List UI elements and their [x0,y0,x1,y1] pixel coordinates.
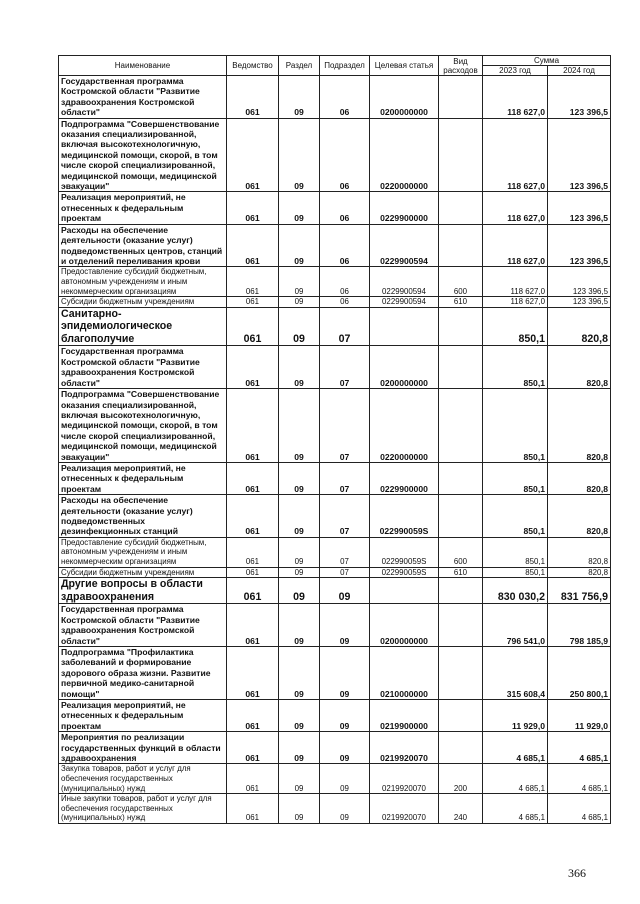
row-type-cell [439,646,483,699]
budget-table [58,55,611,824]
header-subsection: Подраздел [320,56,370,76]
row-2024-cell: 820,8 [548,537,611,567]
row-type-cell: 600 [439,537,483,567]
row-name-cell: Подпрограмма "Профилактика заболеваний и формирование здорового образа жизни. Развитие первичной медико-санитарной помощи" [59,646,227,699]
budget-table-sheet [58,55,610,824]
row-target-cell: 0229900594 [370,297,439,308]
row-name-cell: Реализация мероприятий, не отнесенных к федеральным проектам [59,192,227,224]
row-target-cell: 0219920070 [370,764,439,794]
row-type-cell [439,224,483,267]
row-type-cell [439,462,483,494]
row-2023-cell: 796 541,0 [483,604,548,647]
row-subsection-cell: 07 [320,537,370,567]
table-row [59,307,611,346]
row-type-cell [439,604,483,647]
row-ministry-cell: 061 [227,732,279,764]
row-2024-cell: 820,8 [548,567,611,578]
row-target-cell [370,578,439,604]
row-section-cell: 09 [279,578,320,604]
row-ministry-cell: 061 [227,700,279,732]
row-2024-cell: 820,8 [548,389,611,463]
header-year-2023: 2023 год [483,66,548,76]
table-row [59,389,611,463]
row-section-cell: 09 [279,76,320,119]
table-row [59,794,611,824]
row-2024-cell: 4 685,1 [548,794,611,824]
row-subsection-cell: 09 [320,764,370,794]
row-section-cell: 09 [279,224,320,267]
table-row [59,346,611,389]
row-subsection-cell: 07 [320,462,370,494]
row-target-cell: 0219900000 [370,700,439,732]
row-section-cell: 09 [279,700,320,732]
row-target-cell: 022990059S [370,495,439,538]
row-ministry-cell: 061 [227,764,279,794]
header-ministry: Ведомство [227,56,279,76]
row-section-cell: 09 [279,794,320,824]
table-row [59,76,611,119]
row-2023-cell: 850,1 [483,307,548,346]
row-2023-cell: 118 627,0 [483,76,548,119]
row-ministry-cell: 061 [227,537,279,567]
row-target-cell: 0220000000 [370,118,439,192]
row-section-cell: 09 [279,346,320,389]
row-name-cell: Предоставление субсидий бюджетным, автономным учреждениям и иным некоммерческим организациям [59,267,227,297]
row-2024-cell: 123 396,5 [548,76,611,119]
row-name-cell: Расходы на обеспечение деятельности (оказание услуг) подведомственных дезинфекционных станций [59,495,227,538]
row-2023-cell: 850,1 [483,537,548,567]
row-name-cell: Подпрограмма "Совершенствование оказания специализированной, включая высокотехнологичную, медицинской помощи, скорой, в том числе скорой специализированной, медицинской помощи, медицинской эвакуации" [59,389,227,463]
row-subsection-cell: 06 [320,297,370,308]
row-subsection-cell: 06 [320,267,370,297]
row-2023-cell: 11 929,0 [483,700,548,732]
row-target-cell: 0200000000 [370,346,439,389]
row-2023-cell: 4 685,1 [483,732,548,764]
row-target-cell: 0229900594 [370,224,439,267]
table-row [59,267,611,297]
row-subsection-cell: 07 [320,567,370,578]
row-type-cell [439,578,483,604]
row-2023-cell: 4 685,1 [483,764,548,794]
row-section-cell: 09 [279,567,320,578]
row-section-cell: 09 [279,267,320,297]
row-section-cell: 09 [279,537,320,567]
row-2024-cell: 123 396,5 [548,224,611,267]
table-row [59,224,611,267]
row-type-cell: 600 [439,267,483,297]
row-ministry-cell: 061 [227,578,279,604]
row-2024-cell: 11 929,0 [548,700,611,732]
row-2024-cell: 831 756,9 [548,578,611,604]
row-2024-cell: 123 396,5 [548,267,611,297]
row-name-cell: Субсидии бюджетным учреждениям [59,567,227,578]
table-row [59,297,611,308]
row-subsection-cell: 09 [320,700,370,732]
row-target-cell: 0219920070 [370,732,439,764]
row-target-cell: 0229900594 [370,267,439,297]
row-type-cell [439,192,483,224]
row-2024-cell: 123 396,5 [548,118,611,192]
row-ministry-cell: 061 [227,346,279,389]
row-name-cell: Государственная программа Костромской области "Развитие здравоохранения Костромской области" [59,76,227,119]
row-2023-cell: 118 627,0 [483,118,548,192]
page-number: 366 [568,866,586,880]
row-target-cell [370,307,439,346]
row-2024-cell: 123 396,5 [548,192,611,224]
row-name-cell: Другие вопросы в области здравоохранения [59,578,227,604]
row-2023-cell: 850,1 [483,495,548,538]
header-year-2024: 2024 год [548,66,611,76]
row-ministry-cell: 061 [227,224,279,267]
table-row [59,462,611,494]
row-type-cell [439,76,483,119]
row-ministry-cell: 061 [227,76,279,119]
header-section: Раздел [279,56,320,76]
row-target-cell: 0200000000 [370,76,439,119]
row-subsection-cell: 09 [320,578,370,604]
row-ministry-cell: 061 [227,267,279,297]
row-target-cell: 0210000000 [370,646,439,699]
row-type-cell: 610 [439,567,483,578]
header-name: Наименование [59,56,227,76]
row-ministry-cell: 061 [227,495,279,538]
row-ministry-cell: 061 [227,192,279,224]
row-type-cell: 200 [439,764,483,794]
row-2023-cell: 830 030,2 [483,578,548,604]
row-ministry-cell: 061 [227,297,279,308]
row-name-cell: Реализация мероприятий, не отнесенных к федеральным проектам [59,462,227,494]
row-2024-cell: 4 685,1 [548,732,611,764]
row-ministry-cell: 061 [227,567,279,578]
row-2023-cell: 850,1 [483,389,548,463]
row-2023-cell: 118 627,0 [483,297,548,308]
row-subsection-cell: 09 [320,646,370,699]
row-name-cell: Закупка товаров, работ и услуг для обеспечения государственных (муниципальных) нужд [59,764,227,794]
row-type-cell [439,389,483,463]
row-section-cell: 09 [279,495,320,538]
row-target-cell: 0219920070 [370,794,439,824]
table-row [59,567,611,578]
row-2024-cell: 820,8 [548,495,611,538]
row-name-cell: Расходы на обеспечение деятельности (оказание услуг) подведомственных центров, станций и отделений переливания крови [59,224,227,267]
table-row [59,192,611,224]
row-2023-cell: 118 627,0 [483,192,548,224]
row-subsection-cell: 06 [320,224,370,267]
row-ministry-cell: 061 [227,307,279,346]
row-ministry-cell: 061 [227,118,279,192]
row-target-cell: 022990059S [370,537,439,567]
table-row [59,118,611,192]
row-ministry-cell: 061 [227,794,279,824]
row-subsection-cell: 06 [320,192,370,224]
table-row [59,495,611,538]
row-2023-cell: 850,1 [483,567,548,578]
row-section-cell: 09 [279,732,320,764]
row-2024-cell: 250 800,1 [548,646,611,699]
row-subsection-cell: 07 [320,307,370,346]
row-name-cell: Государственная программа Костромской области "Развитие здравоохранения Костромской области" [59,346,227,389]
row-section-cell: 09 [279,307,320,346]
row-target-cell: 0200000000 [370,604,439,647]
row-subsection-cell: 07 [320,389,370,463]
row-name-cell: Иные закупки товаров, работ и услуг для обеспечения государственных (муниципальных) нужд [59,794,227,824]
row-section-cell: 09 [279,389,320,463]
row-ministry-cell: 061 [227,646,279,699]
row-name-cell: Субсидии бюджетным учреждениям [59,297,227,308]
table-row [59,700,611,732]
header-target: Целевая статья [370,56,439,76]
row-2023-cell: 118 627,0 [483,224,548,267]
row-section-cell: 09 [279,646,320,699]
table-row [59,604,611,647]
row-target-cell: 0229900000 [370,192,439,224]
table-row [59,764,611,794]
row-2024-cell: 820,8 [548,346,611,389]
row-type-cell: 240 [439,794,483,824]
row-type-cell [439,307,483,346]
row-2024-cell: 4 685,1 [548,764,611,794]
row-ministry-cell: 061 [227,389,279,463]
row-section-cell: 09 [279,118,320,192]
header-type: Вид расходов [439,56,483,76]
row-2023-cell: 118 627,0 [483,267,548,297]
row-name-cell: Мероприятия по реализации государственных функций в области здравоохранения [59,732,227,764]
row-target-cell: 0229900000 [370,462,439,494]
row-subsection-cell: 09 [320,604,370,647]
table-row [59,646,611,699]
row-type-cell [439,495,483,538]
row-ministry-cell: 061 [227,462,279,494]
row-target-cell: 0220000000 [370,389,439,463]
row-subsection-cell: 07 [320,495,370,538]
row-subsection-cell: 09 [320,732,370,764]
table-body [59,76,611,824]
row-name-cell: Реализация мероприятий, не отнесенных к федеральным проектам [59,700,227,732]
row-name-cell: Подпрограмма "Совершенствование оказания специализированной, включая высокотехнологичную, медицинской помощи, скорой, в том числе скорой специализированной, медицинской помощи, медицинской эвакуации" [59,118,227,192]
row-section-cell: 09 [279,462,320,494]
row-type-cell [439,118,483,192]
row-section-cell: 09 [279,192,320,224]
row-2023-cell: 315 608,4 [483,646,548,699]
row-section-cell: 09 [279,764,320,794]
row-name-cell: Предоставление субсидий бюджетным, автономным учреждениям и иным некоммерческим организациям [59,537,227,567]
row-type-cell [439,732,483,764]
table-row [59,578,611,604]
row-2023-cell: 4 685,1 [483,794,548,824]
row-ministry-cell: 061 [227,604,279,647]
row-type-cell [439,346,483,389]
row-target-cell: 022990059S [370,567,439,578]
row-2024-cell: 820,8 [548,462,611,494]
row-2024-cell: 820,8 [548,307,611,346]
row-2023-cell: 850,1 [483,462,548,494]
header-sum: Сумма [483,56,611,66]
row-subsection-cell: 07 [320,346,370,389]
row-2024-cell: 123 396,5 [548,297,611,308]
row-subsection-cell: 09 [320,794,370,824]
row-subsection-cell: 06 [320,76,370,119]
row-2023-cell: 850,1 [483,346,548,389]
row-section-cell: 09 [279,297,320,308]
row-name-cell: Санитарно-эпидемиологическое благополучие [59,307,227,346]
row-subsection-cell: 06 [320,118,370,192]
row-section-cell: 09 [279,604,320,647]
row-type-cell: 610 [439,297,483,308]
row-type-cell [439,700,483,732]
table-row [59,537,611,567]
row-name-cell: Государственная программа Костромской области "Развитие здравоохранения Костромской области" [59,604,227,647]
row-2024-cell: 798 185,9 [548,604,611,647]
table-row [59,732,611,764]
